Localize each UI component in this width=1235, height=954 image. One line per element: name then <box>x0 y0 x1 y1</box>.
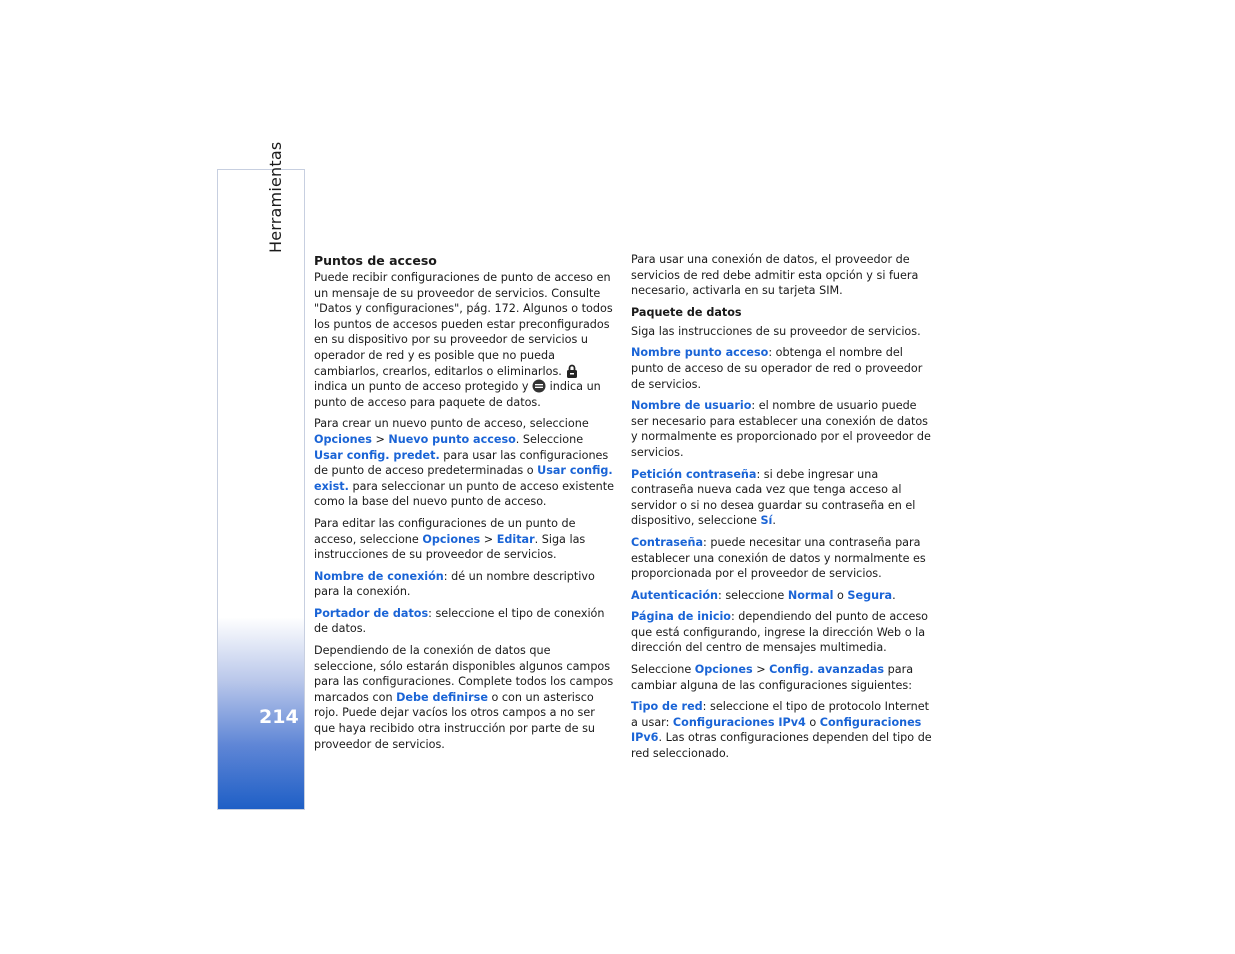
menu-term: Usar config. exist. <box>314 464 613 493</box>
paragraph <box>314 270 614 410</box>
text: : dependiendo del punto de acceso que está configurando, ingrese la dirección Web o la dirección del centro de mensajes multimedia. <box>631 610 929 655</box>
left-column <box>314 252 614 758</box>
text: Para editar las configuraciones de un punto de acceso, seleccione <box>314 516 576 546</box>
text: : si debe ingresar una contraseña nueva cada vez que tenga acceso al servidor o si no desea guardar su contraseña en el dispositivo, seleccione <box>631 467 916 528</box>
page-number: 214 <box>259 706 299 728</box>
menu-term: Nuevo punto acceso <box>388 432 516 446</box>
menu-term: Opciones <box>314 432 372 446</box>
menu-term: Debe definirse <box>396 690 488 704</box>
text: : obtenga el nombre del punto de acceso de su operador de red o proveedor de servicios. <box>631 346 923 391</box>
text: . Las otras configuraciones dependen del tipo de red seleccionado. <box>631 731 932 761</box>
text: o <box>833 588 848 602</box>
menu-term: Opciones <box>694 663 753 677</box>
menu-term: Autenticación <box>631 588 719 602</box>
paragraph <box>314 516 614 563</box>
text: Dependiendo de la conexión de datos que seleccione, sólo estarán disponibles algunos campos para las configuraciones. Complete todos los campos marcados con <box>314 644 614 704</box>
menu-term: Petición contraseña <box>631 467 757 481</box>
text: > <box>752 663 770 677</box>
paragraph <box>631 467 936 529</box>
text: indica un punto de acceso para paquete de datos. <box>314 380 601 409</box>
menu-term: Nombre de conexión <box>314 569 444 583</box>
paragraph <box>314 569 614 600</box>
right-column <box>631 252 936 768</box>
paragraph <box>631 588 936 604</box>
text: Para crear un nuevo punto de acceso, seleccione <box>314 417 589 431</box>
paragraph: Para usar una conexión de datos, el proveedor de servicios de red debe admitir esta opción y si fuera necesario, activarla en su tarjeta SIM. <box>631 253 919 298</box>
subheading: Paquete de datos <box>631 305 742 319</box>
text: > <box>371 432 389 446</box>
paragraph <box>314 416 614 510</box>
text: Seleccione <box>631 663 695 677</box>
text: : seleccione <box>718 588 788 602</box>
text: : el nombre de usuario puede ser necesario para establecer una conexión de datos y normalmente es proporcionado por el proveedor de servicios. <box>631 399 931 459</box>
paragraph <box>631 609 936 656</box>
menu-term: Portador de datos <box>314 606 429 620</box>
menu-term: Tipo de red <box>631 700 703 714</box>
text: indica un punto de acceso protegido y <box>314 380 529 394</box>
menu-term: Normal <box>787 588 834 602</box>
text: para cambiar alguna de las configuraciones siguientes: <box>631 663 914 692</box>
text: : seleccione el tipo de conexión de datos. <box>314 606 605 636</box>
text: : seleccione el tipo de protocolo Internet a usar: <box>631 700 930 729</box>
paragraph <box>631 699 936 761</box>
section-title: Herramientas <box>266 141 285 253</box>
menu-term: Usar config. predet. <box>314 448 440 462</box>
text: o <box>805 715 820 729</box>
text: o con un asterisco rojo. Puede dejar vacíos los otros campos a no ser que haya recibido otra instrucción por parte de su proveedor de servicios. <box>314 690 596 751</box>
text: para usar las configuraciones de punto de acceso predeterminadas o <box>314 448 609 478</box>
text: : dé un nombre descriptivo para la conexión. <box>314 569 595 599</box>
paragraph <box>314 643 614 752</box>
menu-term: Página de inicio <box>631 610 731 624</box>
paragraph <box>314 606 614 637</box>
paragraph <box>631 662 936 693</box>
text: . Seleccione <box>515 432 584 446</box>
paragraph <box>631 345 936 392</box>
menu-term: Configuraciones IPv6 <box>631 715 922 745</box>
paragraph: Siga las instrucciones de su proveedor de servicios. <box>631 324 921 338</box>
lock-icon <box>565 364 579 378</box>
text: > <box>480 532 497 546</box>
text: para seleccionar un punto de acceso existente como la base del nuevo punto de acceso. <box>314 479 614 509</box>
text: Puede recibir configuraciones de punto de acceso en un mensaje de su proveedor de servicios. Consulte "Datos y configuraciones", pág. 172. Algunos o todos los puntos de accesos pueden estar preconfigurados en su dispositivo por su proveedor de servicios u operador de red y es posible que no pueda cambiarlos, crearlos, editarlos o eliminarlos. <box>314 271 613 378</box>
text: . <box>892 588 896 602</box>
menu-term: Nombre punto acceso <box>631 346 769 360</box>
menu-term: Contraseña <box>631 535 704 549</box>
packet-data-icon <box>532 379 546 393</box>
menu-term: Segura <box>847 588 893 602</box>
paragraph <box>631 535 936 582</box>
section-heading: Puntos de acceso <box>314 253 437 268</box>
menu-term: Editar <box>496 532 535 546</box>
menu-term: Opciones <box>422 532 481 546</box>
menu-term: Config. avanzadas <box>769 663 885 677</box>
menu-term: Nombre de usuario <box>631 399 752 413</box>
menu-term: Sí <box>760 514 773 528</box>
text: : puede necesitar una contraseña para establecer una conexión de datos y normalmente es proporcionada por el proveedor de servicios. <box>631 535 926 581</box>
text: . Siga las instrucciones de su proveedor de servicios. <box>314 532 586 562</box>
menu-term: Configuraciones IPv4 <box>672 715 806 729</box>
text: . <box>772 514 776 528</box>
paragraph <box>631 398 936 460</box>
